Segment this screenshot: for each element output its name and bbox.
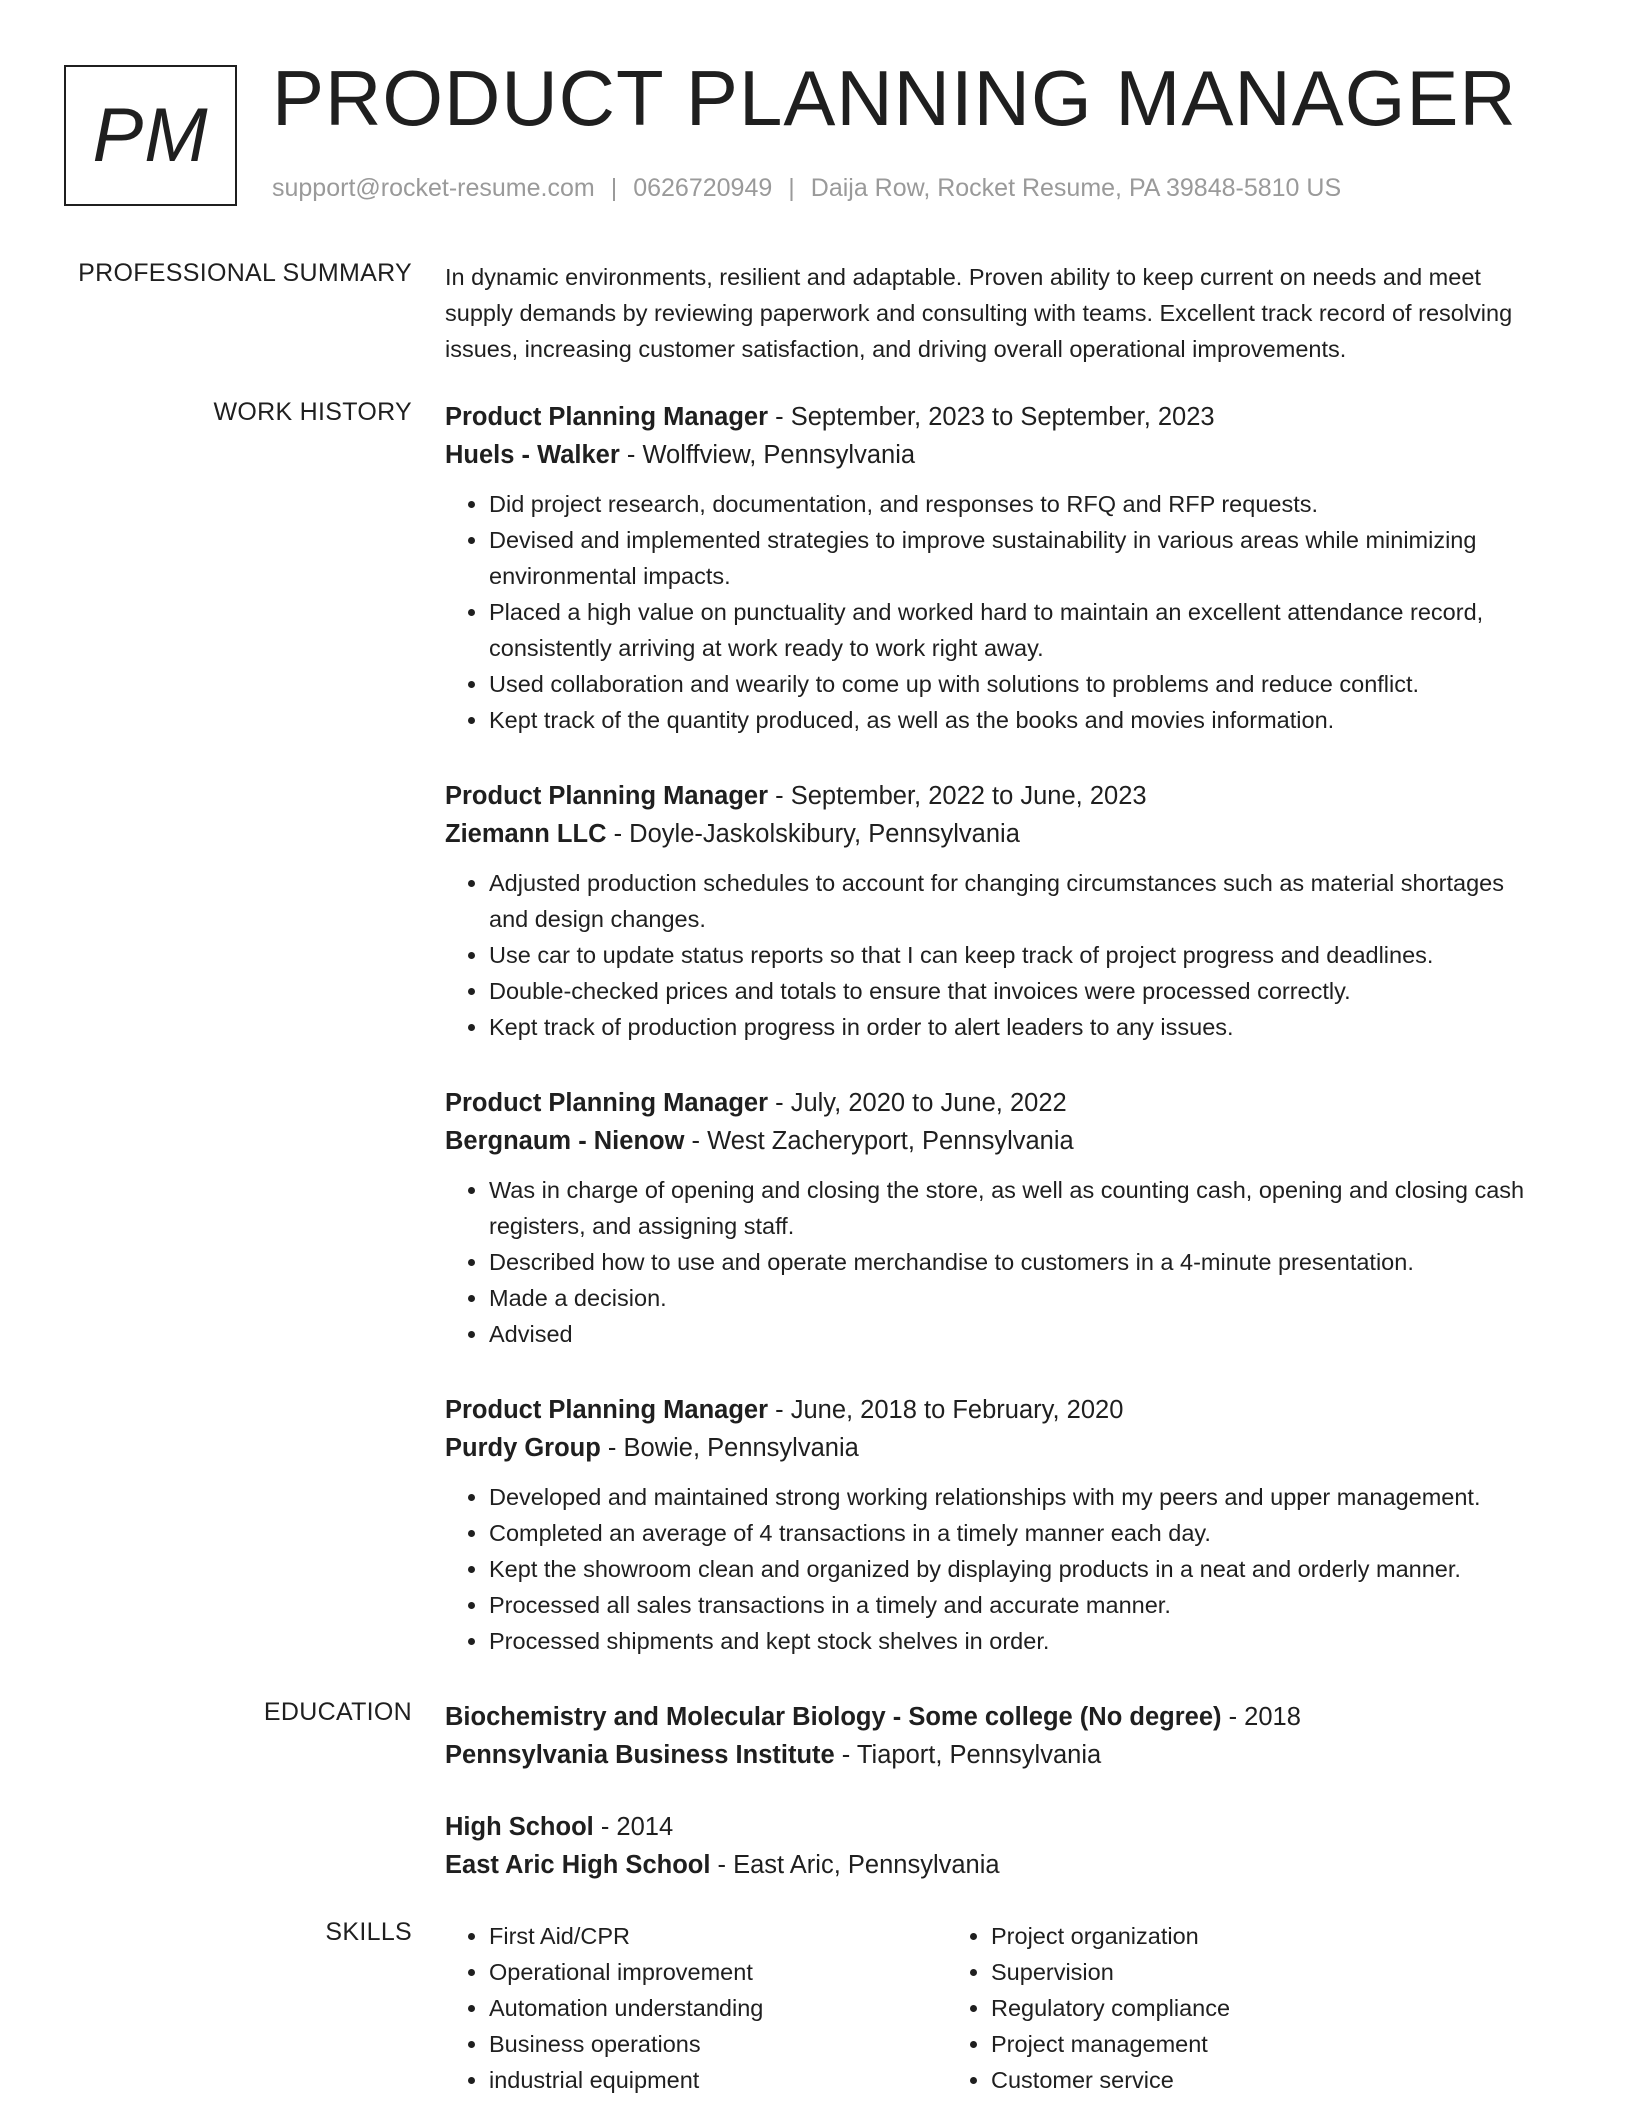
list-item: • Kept the showroom clean and organized by displaying products in a neat and orderly manner. bbox=[489, 1551, 1535, 1587]
page-title: PRODUCT PLANNING MANAGER bbox=[272, 54, 1517, 142]
education-school: Pennsylvania Business Institute bbox=[445, 1741, 835, 1769]
list-item: • Did project research, documentation, and responses to RFQ and RFP requests. bbox=[489, 486, 1535, 522]
job-bullets bbox=[445, 865, 1535, 1045]
education-degree: Biochemistry and Molecular Biology - Some college (No degree) bbox=[445, 1703, 1222, 1731]
summary-text: In dynamic environments, resilient and adaptable. Proven ability to keep current on needs and meet supply demands by reviewing paperwork and consulting with teams. Excellent track record of resolving issues, increasing customer satisfaction, and driving overall operational improvements. bbox=[445, 264, 1513, 362]
list-item: • Was in charge of opening and closing the store, as well as counting cash, opening and closing cash registers, and assigning staff. bbox=[489, 1172, 1535, 1244]
work-history-body bbox=[445, 398, 1535, 738]
education-degree-line bbox=[445, 1808, 1535, 1846]
section-label-skills: SKILLS bbox=[325, 1918, 412, 1946]
list-item: • Kept track of the quantity produced, as well as the books and movies information. bbox=[489, 702, 1535, 738]
job-location: - Doyle-Jaskolskibury, Pennsylvania bbox=[606, 820, 1020, 848]
job-location: - Bowie, Pennsylvania bbox=[600, 1434, 859, 1462]
job-company: Bergnaum - Nienow bbox=[445, 1127, 685, 1155]
job-dates: - June, 2018 to February, 2020 bbox=[768, 1396, 1124, 1424]
list-item: • Completed an average of 4 transactions in a timely manner each day. bbox=[489, 1515, 1535, 1551]
job-entry bbox=[445, 1391, 1535, 1659]
list-item: • Use car to update status reports so that I can keep track of project progress and deadlines. bbox=[489, 937, 1535, 973]
job-location: - Wolffview, Pennsylvania bbox=[619, 441, 916, 469]
skills-list-right bbox=[947, 1918, 1449, 2098]
job-title: Product Planning Manager bbox=[445, 403, 769, 431]
contact-separator: | bbox=[610, 174, 618, 202]
list-item: • Kept track of production progress in order to alert leaders to any issues. bbox=[489, 1009, 1535, 1045]
job-title: Product Planning Manager bbox=[445, 782, 769, 810]
list-item: • Described how to use and operate merchandise to customers in a 4-minute presentation. bbox=[489, 1244, 1535, 1280]
education-degree-line bbox=[445, 1698, 1535, 1736]
job-company-line bbox=[445, 815, 1535, 853]
skill-item: • Project management bbox=[991, 2026, 1449, 2062]
skill-item: • industrial equipment bbox=[489, 2062, 947, 2098]
skills-list-left bbox=[445, 1918, 947, 2098]
contact-line bbox=[272, 174, 1341, 203]
job-bullets bbox=[445, 486, 1535, 738]
list-item: • Developed and maintained strong working relationships with my peers and upper management. bbox=[489, 1479, 1535, 1515]
education-location: - East Aric, Pennsylvania bbox=[710, 1851, 1000, 1879]
education-entry bbox=[445, 1808, 1535, 1884]
skills-body bbox=[445, 1918, 1535, 2098]
job-bullets bbox=[445, 1479, 1535, 1659]
education-school-line bbox=[445, 1736, 1535, 1774]
list-item: • Used collaboration and wearily to come up with solutions to problems and reduce conflict. bbox=[489, 666, 1535, 702]
list-item: • Processed all sales transactions in a timely and accurate manner. bbox=[489, 1587, 1535, 1623]
job-company: Purdy Group bbox=[445, 1434, 601, 1462]
section-label-summary: PROFESSIONAL SUMMARY bbox=[78, 259, 412, 287]
education-school: East Aric High School bbox=[445, 1851, 711, 1879]
skill-item: • Project organization bbox=[991, 1918, 1449, 1954]
job-title: Product Planning Manager bbox=[445, 1396, 769, 1424]
skills-columns bbox=[445, 1918, 1535, 2098]
list-item: • Advised bbox=[489, 1316, 1535, 1352]
contact-address: Daija Row, Rocket Resume, PA 39848-5810 US bbox=[810, 174, 1342, 202]
job-bullets bbox=[445, 1172, 1535, 1352]
job-title-line bbox=[445, 398, 1535, 436]
skill-item: • Customer service bbox=[991, 2062, 1449, 2098]
job-dates: - September, 2022 to June, 2023 bbox=[768, 782, 1147, 810]
monogram-initials: PM bbox=[92, 93, 209, 178]
job-company-line bbox=[445, 1122, 1535, 1160]
job-dates: - July, 2020 to June, 2022 bbox=[768, 1089, 1067, 1117]
job-entry bbox=[445, 777, 1535, 1045]
job-title-line bbox=[445, 1391, 1535, 1429]
education-year: - 2018 bbox=[1221, 1703, 1301, 1731]
section-label-education: EDUCATION bbox=[263, 1698, 412, 1726]
job-location: - West Zacheryport, Pennsylvania bbox=[684, 1127, 1074, 1155]
job-company-line bbox=[445, 436, 1535, 474]
job-title-line bbox=[445, 1084, 1535, 1122]
contact-separator: | bbox=[788, 174, 795, 202]
job-company-line bbox=[445, 1429, 1535, 1467]
contact-phone[interactable]: 0626720949 bbox=[633, 174, 773, 202]
skill-item: • Operational improvement bbox=[489, 1954, 947, 1990]
list-item: • Adjusted production schedules to account for changing circumstances such as material shortages and design changes. bbox=[489, 865, 1535, 937]
skill-item: • Automation understanding bbox=[489, 1990, 947, 2026]
skill-item: • Business operations bbox=[489, 2026, 947, 2062]
job-title: Product Planning Manager bbox=[445, 1089, 769, 1117]
education-entry bbox=[445, 1698, 1535, 1774]
list-item: • Placed a high value on punctuality and worked hard to maintain an excellent attendance record, consistently arriving at work ready to work right away. bbox=[489, 594, 1535, 666]
job-entry bbox=[445, 1084, 1535, 1352]
section-label-work-history: WORK HISTORY bbox=[213, 398, 412, 426]
list-item: • Processed shipments and kept stock shelves in order. bbox=[489, 1623, 1535, 1659]
monogram-box bbox=[64, 65, 237, 206]
education-degree: High School bbox=[445, 1813, 594, 1841]
job-dates: - September, 2023 to September, 2023 bbox=[768, 403, 1215, 431]
skill-item: • First Aid/CPR bbox=[489, 1918, 947, 1954]
job-entry bbox=[445, 398, 1535, 738]
education-location: - Tiaport, Pennsylvania bbox=[834, 1741, 1102, 1769]
skill-item: • Regulatory compliance bbox=[991, 1990, 1449, 2026]
education-body bbox=[445, 1698, 1535, 1774]
education-school-line bbox=[445, 1846, 1535, 1884]
contact-email[interactable]: support@rocket-resume.com bbox=[272, 174, 595, 202]
skill-item: • Supervision bbox=[991, 1954, 1449, 1990]
list-item: • Devised and implemented strategies to improve sustainability in various areas while minimizing environmental impacts. bbox=[489, 522, 1535, 594]
list-item: • Made a decision. bbox=[489, 1280, 1535, 1316]
job-title-line bbox=[445, 777, 1535, 815]
job-company: Huels - Walker bbox=[445, 441, 620, 469]
job-company: Ziemann LLC bbox=[445, 820, 607, 848]
list-item: • Double-checked prices and totals to ensure that invoices were processed correctly. bbox=[489, 973, 1535, 1009]
education-year: - 2014 bbox=[593, 1813, 674, 1841]
summary-body bbox=[445, 259, 1535, 367]
